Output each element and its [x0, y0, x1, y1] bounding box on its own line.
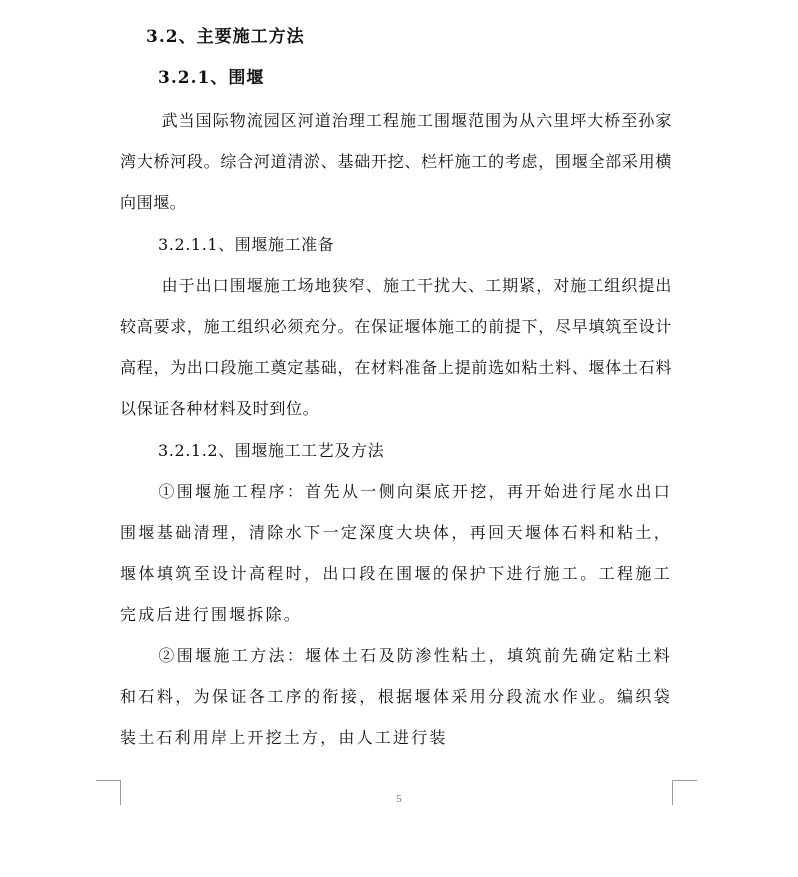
preparation-paragraph: 由于出口围堰施工场地狭窄、施工干扰大、工期紧，对施工组织提出较高要求，施工组织必须充分。在保证堰体施工的前提下，尽早填筑至设计高程，为出口段施工奠定基础，在材料准备上提前选如粘土料、堰体土石料以保证各种材料及时到位。	[120, 276, 672, 418]
intro-paragraph: 武当国际物流园区河道治理工程施工围堰范围为从六里坪大桥至孙家湾大桥河段。综合河道清淤、基础开挖、栏杆施工的考虑，围堰全部采用横向围堰。	[120, 111, 672, 212]
section-heading: 3.2、主要施工方法	[146, 27, 305, 47]
subsection-heading: 3.2.1、围堰	[158, 68, 265, 88]
margin-corner-mark-right	[672, 780, 697, 805]
sub-heading-preparation: 3.2.1.1、围堰施工准备	[158, 235, 335, 254]
sub-heading-process: 3.2.1.2、围堰施工工艺及方法	[158, 441, 385, 460]
page-number: 5	[396, 793, 402, 805]
margin-corner-mark-left	[96, 780, 121, 805]
method-paragraph: ②围堰施工方法：堰体土石及防渗性粘土，填筑前先确定粘土料和石料，为保证各工序的衔接，根据堰体采用分段流水作业。编织袋装土石利用岸上开挖土方，由人工进行装	[120, 646, 672, 747]
body-text	[120, 18, 672, 758]
procedure-paragraph: ①围堰施工程序：首先从一侧向渠底开挖，再开始进行尾水出口围堰基础清理，清除水下一定深度大块体，再回天堰体石料和粘土，堰体填筑至设计高程时，出口段在围堰的保护下进行施工。工程施工完成后进行围堰拆除。	[120, 482, 672, 624]
